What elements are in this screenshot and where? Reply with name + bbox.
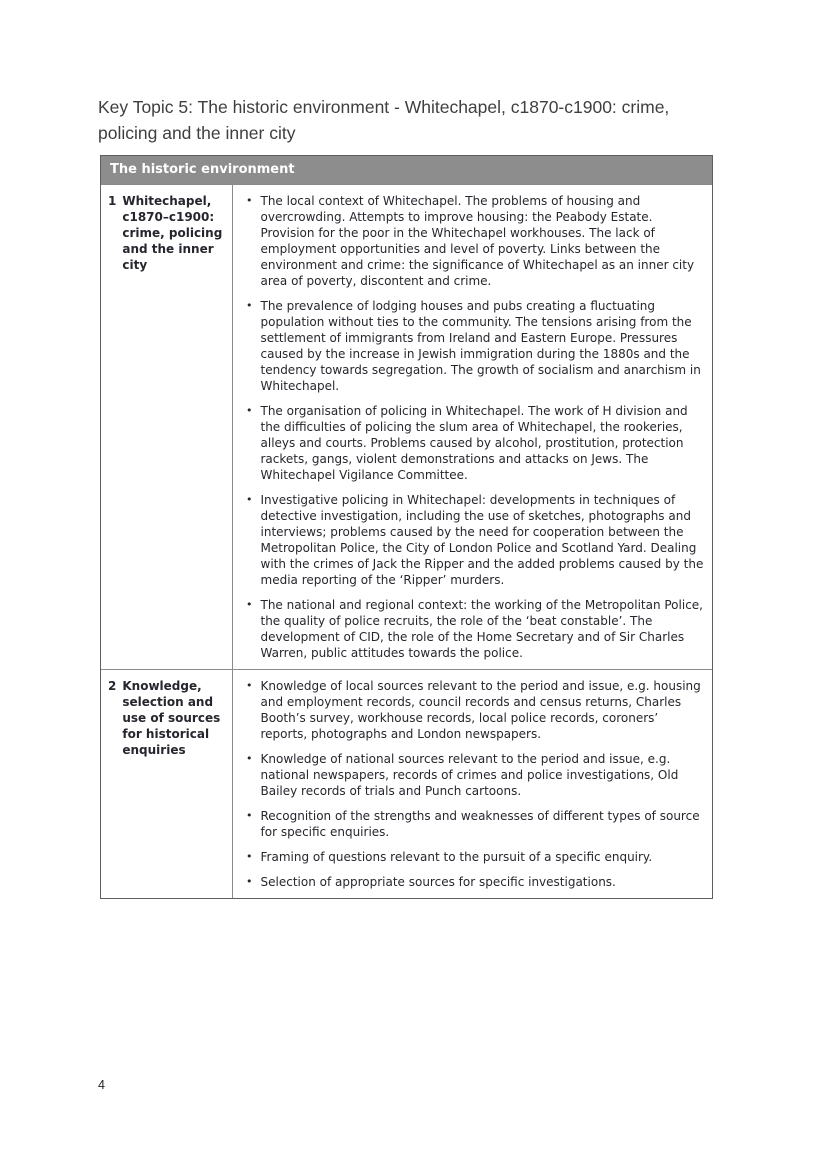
bullet-text: The prevalence of lodging houses and pubs creating a fluctuating population without ties to the community. The tensions arising from the settlement of immigrants from Ireland and Eastern Europe. Pressures caused by the increase in Jewish immigration during the 1880s and the tendency towards segregation. The growth of socialism and anarchism in Whitechapel.: [260, 299, 701, 393]
bullet-text: Knowledge of national sources relevant to the period and issue, e.g. national newspapers, records of crimes and police investigations, Old Bailey records of trials and Punch cartoons.: [260, 752, 679, 798]
bullet-text: The organisation of policing in Whitechapel. The work of H division and the difficulties of policing the slum area of Whitechapel, the rookeries, alleys and courts. Problems caused by alcohol, prostitution, protection rackets, gangs, violent demonstrations and attacks on Jews. The Whitechapel Vigilance Committee.: [260, 404, 688, 482]
bullet-item: [246, 597, 704, 661]
content-cell: [233, 670, 712, 898]
bullet-icon: •: [246, 679, 253, 692]
bullet-list: [233, 670, 712, 898]
bullet-icon: •: [246, 752, 253, 765]
page-title: Key Topic 5: The historic environment - Whitechapel, c1870-c1900: crime, policing and the inner city: [98, 97, 670, 144]
content-cell: [233, 185, 712, 669]
bullet-item: [246, 849, 704, 865]
bullet-item: [246, 492, 704, 588]
bullet-text: Framing of questions relevant to the pursuit of a specific enquiry.: [260, 850, 653, 864]
bullet-item: [246, 298, 704, 394]
bullet-icon: •: [246, 875, 253, 888]
bullet-text: Knowledge of local sources relevant to the period and issue, e.g. housing and employment records, council records and census returns, Charles Booth’s survey, workhouse records, local police records, coroners’ reports, photographs and London newspapers.: [260, 679, 701, 741]
bullet-text: The national and regional context: the working of the Metropolitan Police, the quality of police recruits, the role of the ‘beat constable’. The development of CID, the role of the Home Secretary and of Sir Charles Warren, public attitudes towards the police.: [260, 598, 703, 660]
bullet-item: [246, 874, 704, 890]
row-number: 1: [108, 194, 117, 208]
bullet-icon: •: [246, 299, 253, 312]
table-header: The historic environment: [101, 156, 712, 184]
bullet-icon: •: [246, 194, 253, 207]
bullet-item: [246, 403, 704, 483]
topic-cell: [101, 670, 233, 898]
row-topic: Whitechapel, c1870–c1900: crime, policing and the inner city: [122, 194, 223, 272]
bullet-text: Recognition of the strengths and weaknesses of different types of source for specific enquiries.: [260, 809, 700, 839]
bullet-text: The local context of Whitechapel. The problems of housing and overcrowding. Attempts to improve housing: the Peabody Estate. Provision for the poor in the Whitechapel workhouses. The lack of employment opportunities and level of poverty. Links between the environment and crime: the significance of Whitechapel as an inner city area of poverty, discontent and crime.: [260, 194, 695, 288]
bullet-item: [246, 751, 704, 799]
page-number: 4: [98, 1078, 105, 1092]
bullet-icon: •: [246, 809, 253, 822]
bullet-icon: •: [246, 598, 253, 611]
bullet-item: [246, 808, 704, 840]
bullet-item: [246, 678, 704, 742]
row-number: 2: [108, 679, 117, 693]
bullet-text: Investigative policing in Whitechapel: developments in techniques of detective investigation, including the use of sketches, photographs and interviews; problems caused by the need for cooperation between the Metropolitan Police, the City of London Police and Scotland Yard. Dealing with the crimes of Jack the Ripper and the added problems caused by the media reporting of the ‘Ripper’ murders.: [260, 493, 704, 587]
bullet-list: [233, 185, 712, 669]
row-topic: Knowledge, selection and use of sources for historical enquiries: [122, 679, 221, 757]
bullet-icon: •: [246, 404, 253, 417]
topic-cell: [101, 185, 233, 669]
bullet-item: [246, 193, 704, 289]
spec-table: [100, 155, 713, 899]
bullet-icon: •: [246, 493, 253, 506]
table-row: [101, 669, 712, 898]
table-row: [101, 184, 712, 669]
bullet-icon: •: [246, 850, 253, 863]
bullet-text: Selection of appropriate sources for specific investigations.: [260, 875, 616, 889]
